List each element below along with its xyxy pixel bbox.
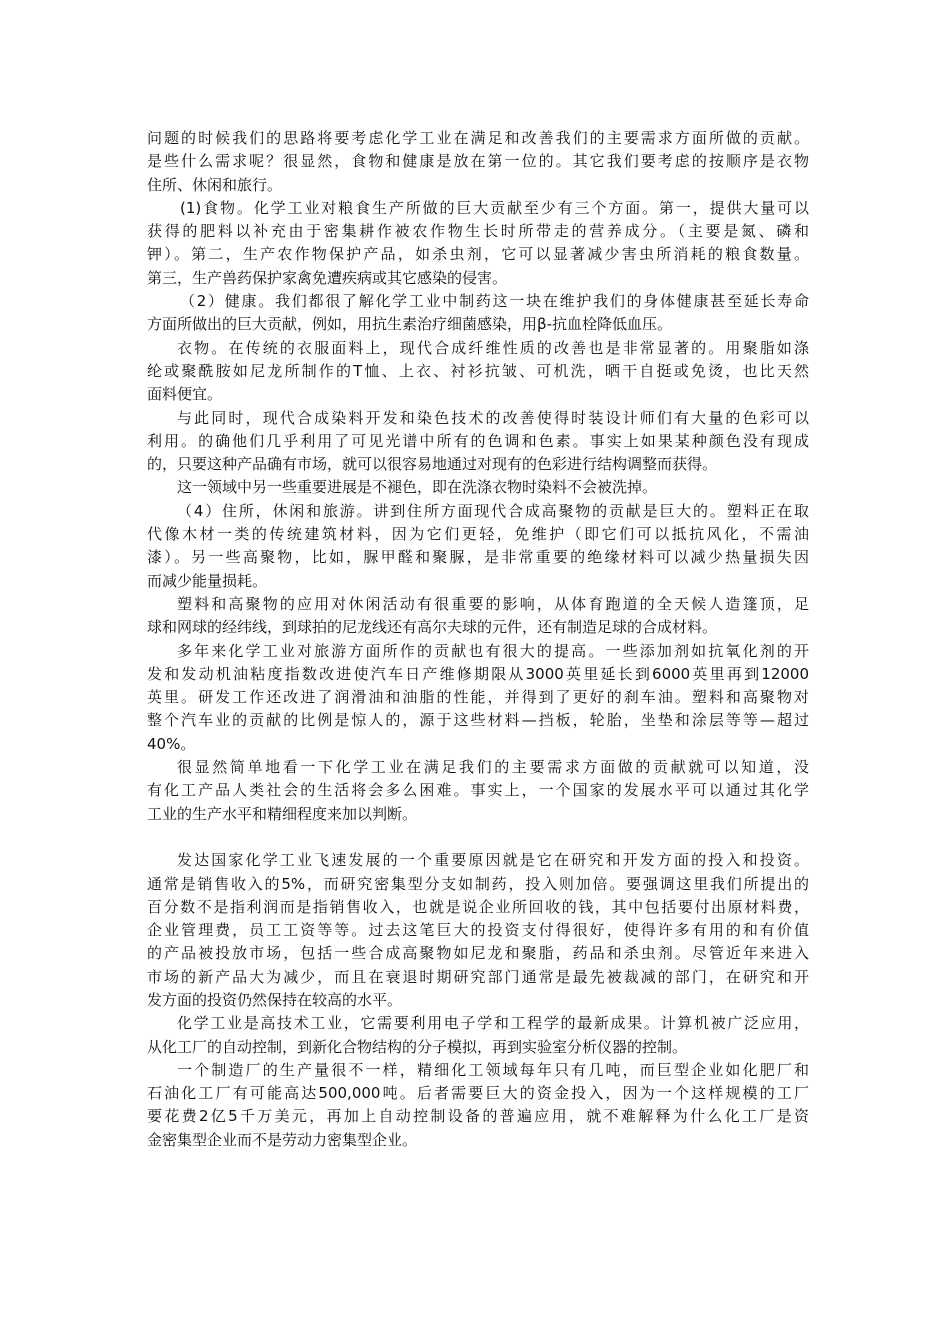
text-line: 的，只要这种产品确有市场，就可以很容易地通过对现有的色彩进行结构调整而获得。 [147,455,718,474]
text-line: 球和网球的经纬线，到球拍的尼龙线还有高尔夫球的元件，还有制造足球的合成材料。 [147,618,718,637]
text-line: (1)食物。化学工业对粮食生产所做的巨大贡献至少有三个方面。第一，提供大量可以 [180,198,809,217]
text-line: 工业的生产水平和精细程度来加以判断。 [147,804,418,823]
text-line: 通常是销售收入的5%，而研究密集型分支如制药，投入则加倍。要强调这里我们所提出的 [147,874,809,893]
text-line: 发方面的投资仍然保持在较高的水平。 [147,990,403,1009]
section-heading [147,826,809,849]
text-line: 金密集型企业而不是劳动力密集型企业。 [147,1130,418,1149]
text-line: 百分数不是指利润而是指销售收入，也就是说企业所回收的钱，其中包括要付出原材料费， [147,897,809,916]
text-line: 是些什么需求呢？很显然，食物和健康是放在第一位的。其它我们要考虑的按顺序是衣物 [147,152,809,171]
text-line: 企业管理费，员工工资等等。过去这笔巨大的投资支付得很好，使得许多有用的和有价值 [147,921,809,940]
text-line: 发达国家化学工业飞速发展的一个重要原因就是它在研究和开发方面的投入和投资。 [177,851,809,870]
text-line: 问题的时候我们的思路将要考虑化学工业在满足和改善我们的主要需求方面所做的贡献。 [147,129,809,147]
text-line: 的产品被投放市场，包括一些合成高聚物如尼龙和聚脂，药品和杀虫剂。尽管近年来进入 [147,944,809,963]
text-line: 市场的新产品大为减少，而且在衰退时期研究部门通常是最先被裁减的部门，在研究和开 [147,967,809,986]
document-page [147,127,809,1152]
text-line: 石油化工厂有可能高达500,000吨。后者需要巨大的资金投入，因为一个这样规模的工厂 [147,1084,809,1103]
text-line: 面料便宜。 [147,385,223,404]
text-line: 利用。的确他们几乎利用了可见光谱中所有的色调和色素。事实上如果某种颜色没有现成 [147,431,809,450]
text-line: 这一领域中另一些重要进展是不褪色，即在洗涤衣物时染料不会被洗掉。 [177,478,658,497]
text-line: 纶或聚酰胺如尼龙所制作的T恤、上衣、衬衫抗皱、可机洗，晒干自挺或免烫，也比天然 [147,361,809,380]
text-line: 发和发动机油粘度指数改进使汽车日产维修期限从3000英里延长到6000英里再到12000 [147,664,809,683]
text-line: 一个制造厂的生产量很不一样，精细化工领域每年只有几吨，而巨型企业如化肥厂和 [177,1060,809,1079]
text-line: 从化工厂的自动控制，到新化合物结构的分子模拟，再到实验室分析仪器的控制。 [147,1037,688,1056]
text-line: 而减少能量损耗。 [147,571,268,590]
text-line: 塑料和高聚物的应用对休闲活动有很重要的影响，从体育跑道的全天候人造篷顶，足 [177,594,809,613]
document-body-part-1 [147,127,809,826]
text-line: 英里。研发工作还改进了润滑油和油脂的性能，并得到了更好的刹车油。塑料和高聚物对 [147,688,809,707]
text-line: 代像木材一类的传统建筑材料，因为它们更轻，免维护（即它们可以抵抗风化，不需油 [147,525,809,544]
document-body-part-2 [147,849,809,1152]
text-line: 获得的肥料以补充由于密集耕作被农作物生长时所带走的营养成分。（主要是氮、磷和 [147,222,809,241]
text-line: 与此同时，现代合成染料开发和染色技术的改善使得时装设计师们有大量的色彩可以 [177,408,809,427]
text-line: 衣物。在传统的衣服面料上，现代合成纤维性质的改善也是非常显著的。用聚脂如涤 [177,338,809,357]
text-line: 要花费2亿5千万美元，再加上自动控制设备的普遍应用，就不难解释为什么化工厂是资 [147,1107,809,1126]
text-line: 有化工产品人类社会的生活将会多么困难。事实上，一个国家的发展水平可以通过其化学 [147,781,809,800]
text-line: 住所、休闲和旅行。 [147,175,283,194]
text-line: （2）健康。我们都很了解化学工业中制药这一块在维护我们的身体健康甚至延长寿命 [180,292,809,311]
text-line: 化学工业是高技术工业，它需要利用电子学和工程学的最新成果。计算机被广泛应用， [177,1014,809,1033]
text-line: 第三，生产兽药保护家禽免遭疾病或其它感染的侵害。 [147,268,508,287]
text-line: （4）住所，休闲和旅游。讲到住所方面现代合成高聚物的贡献是巨大的。塑料正在取 [177,501,809,520]
text-line: 40%。 [147,734,196,753]
text-line: 方面所做出的巨大贡献，例如，用抗生素治疗细菌感染，用β-抗血栓降低血压。 [147,315,672,334]
text-line: 漆）。另一些高聚物，比如，脲甲醛和聚脲，是非常重要的绝缘材料可以减少热量损失因 [147,548,809,567]
text-line: 整个汽车业的贡献的比例是惊人的，源于这些材料—挡板，轮胎，坐垫和涂层等等—超过 [147,711,809,730]
text-line: 很显然简单地看一下化学工业在满足我们的主要需求方面做的贡献就可以知道，没 [177,758,809,777]
text-line: 钾）。第二，生产农作物保护产品，如杀虫剂，它可以显著减少害虫所消耗的粮食数量。 [147,245,809,264]
text-line: 多年来化学工业对旅游方面所作的贡献也有很大的提高。一些添加剂如抗氧化剂的开 [177,641,809,660]
